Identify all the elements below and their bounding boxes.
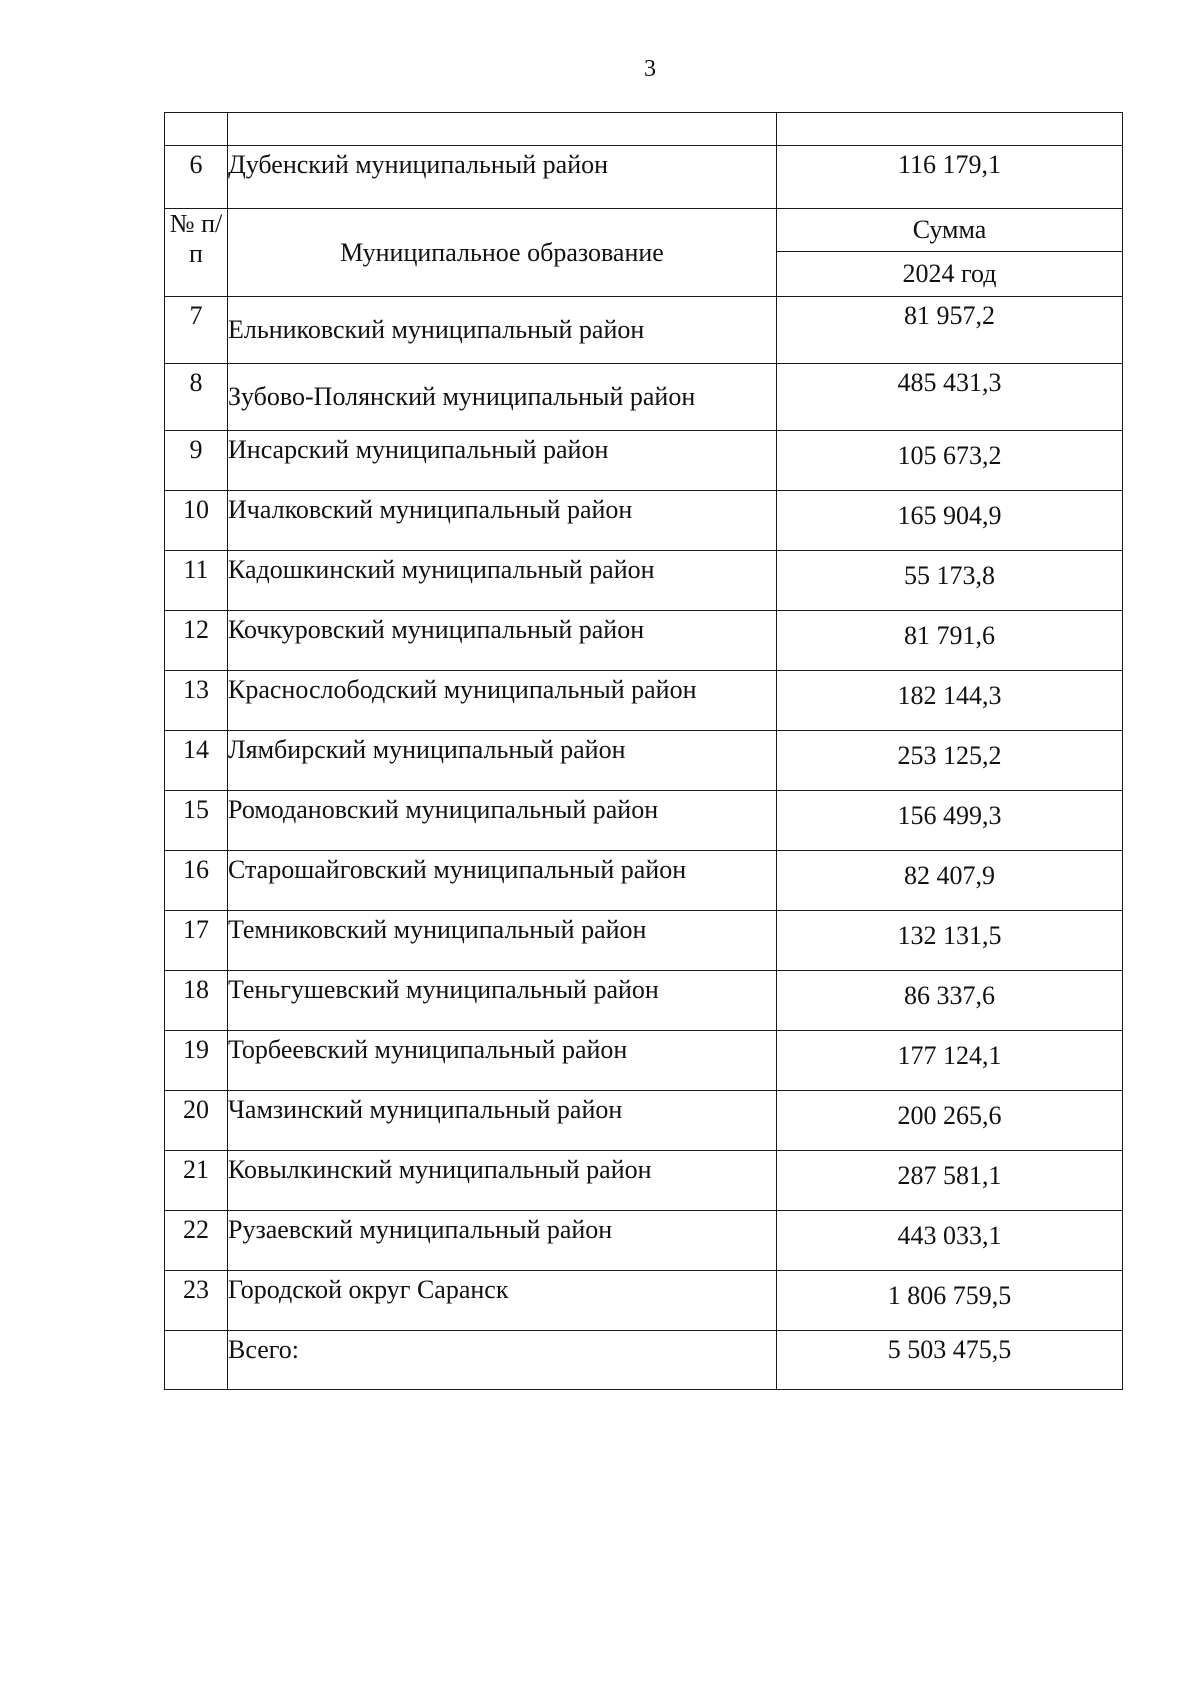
row-sum-text: 132 131,5 [897,921,1002,950]
row-number-text: 15 [183,795,209,824]
row-sum-text: 82 407,9 [904,861,995,890]
row-sum: 116 179,1 [777,146,1123,209]
row-number [165,731,228,791]
row-municipality-text: Кочкуровский муниципальный район [228,615,645,644]
row-municipality [228,1211,777,1271]
row-number-text: 17 [183,915,209,944]
row-sum [777,1031,1123,1091]
row-sum-text: 81 957,2 [904,301,995,330]
row-number [165,431,228,491]
table-total-row [165,1331,1123,1390]
row-sum-text: 86 337,6 [904,981,995,1010]
row-municipality-text: Теньгушевский муниципальный район [228,975,659,1004]
row-municipality [228,1031,777,1091]
table-row [165,551,1123,611]
row-municipality [228,911,777,971]
row-municipality [228,1151,777,1211]
row-municipality-text: Ромодановский муниципальный район [228,795,659,824]
row-sum [777,971,1123,1031]
row-sum [777,851,1123,911]
row-municipality [228,731,777,791]
row-municipality [228,791,777,851]
table-row [165,491,1123,551]
row-number [165,671,228,731]
table-row [165,364,1123,431]
row-sum-text: 200 265,6 [897,1101,1002,1130]
total-label [228,1331,777,1390]
row-municipality [228,971,777,1031]
row-sum [777,611,1123,671]
row-sum [777,1271,1123,1331]
row-sum-text: 55 173,8 [904,561,995,590]
row-number-text: 9 [189,435,203,464]
row-number [165,1091,228,1151]
table-row [165,971,1123,1031]
row-sum-text: 287 581,1 [897,1161,1002,1190]
row-sum [777,1091,1123,1151]
header-municipality: Муниципальное образование [228,209,777,297]
row-municipality-text: Ковылкинский муниципальный район [228,1155,652,1184]
row-number [165,611,228,671]
row-sum-text: 253 125,2 [897,741,1002,770]
total-label-text: Всего: [228,1335,299,1364]
row-municipality-text: Кадошкинский муниципальный район [228,555,655,584]
total-sum [777,1331,1123,1390]
row-number-text: 18 [183,975,209,1004]
row-municipality [228,611,777,671]
row-number-text: 11 [183,555,209,584]
row-number-text: 13 [183,675,209,704]
row-sum [777,551,1123,611]
row-municipality-text: Инсарский муниципальный район [228,435,609,464]
row-number-text: 8 [189,368,203,397]
row-municipality [228,491,777,551]
row-number-text: 10 [183,495,209,524]
row-number [165,1031,228,1091]
table-row [165,431,1123,491]
row-sum [777,911,1123,971]
row-municipality-text: Ельниковский муниципальный район [228,315,645,344]
table-row [165,146,1123,209]
row-sum-text: 105 673,2 [897,441,1002,470]
row-municipality-text: Рузаевский муниципальный район [228,1215,613,1244]
row-number [165,297,228,364]
row-municipality-text: Торбеевский муниципальный район [228,1035,628,1064]
row-municipality: Дубенский муниципальный район [228,146,777,209]
row-number [165,551,228,611]
row-number [165,1211,228,1271]
row-sum [777,297,1123,364]
row-number [165,791,228,851]
allocation-table [164,112,1123,1390]
header-sum: Сумма [777,209,1123,252]
table-top-empty-row [165,113,1123,146]
row-number [165,364,228,431]
row-sum-text: 443 033,1 [897,1221,1002,1250]
table-row [165,1211,1123,1271]
row-sum [777,364,1123,431]
header-number: № п/п [165,209,228,297]
row-sum-text: 165 904,9 [897,501,1002,530]
row-sum [777,1211,1123,1271]
row-municipality [228,431,777,491]
row-municipality [228,1091,777,1151]
row-municipality [228,551,777,611]
table-row [165,671,1123,731]
total-sum-text: 5 503 475,5 [887,1335,1012,1364]
row-municipality-text: Темниковский муниципальный район [228,915,647,944]
row-number [165,1271,228,1331]
row-number-text: 20 [183,1095,209,1124]
row-number [165,1151,228,1211]
row-number-text: 23 [183,1275,209,1304]
row-number [165,491,228,551]
row-municipality-text: Городской округ Саранск [228,1275,509,1304]
table-header-row [165,209,1123,252]
row-number-text: 21 [183,1155,209,1184]
row-sum [777,791,1123,851]
row-municipality [228,671,777,731]
table-row [165,297,1123,364]
row-number [165,971,228,1031]
row-sum [777,431,1123,491]
table-row [165,731,1123,791]
row-sum-text: 1 806 759,5 [887,1281,1012,1310]
table-row [165,1031,1123,1091]
page-number: 3 [644,56,656,82]
row-municipality-text: Зубово-Полянский муниципальный район [228,382,696,411]
total-empty-cell [165,1331,228,1390]
table-row [165,911,1123,971]
row-municipality-text: Чамзинский муниципальный район [228,1095,623,1124]
row-number-text: 19 [183,1035,209,1064]
row-sum-text: 156 499,3 [897,801,1002,830]
row-sum [777,731,1123,791]
row-sum [777,491,1123,551]
row-municipality-text: Старошайговский муниципальный район [228,855,687,884]
row-sum [777,671,1123,731]
row-sum-text: 81 791,6 [904,621,995,650]
row-number-text: 14 [183,735,209,764]
table-row [165,1151,1123,1211]
row-sum [777,1151,1123,1211]
row-number-text: 7 [189,301,203,330]
row-number [165,851,228,911]
table-row [165,611,1123,671]
row-municipality-text: Ичалковский муниципальный район [228,495,633,524]
row-municipality [228,1271,777,1331]
header-year: 2024 год [777,252,1123,297]
table-row [165,1271,1123,1331]
row-number: 6 [165,146,228,209]
row-municipality [228,297,777,364]
row-sum-text: 182 144,3 [897,681,1002,710]
row-municipality-text: Краснослободский муниципальный район [228,675,697,704]
row-sum-text: 485 431,3 [897,368,1002,397]
row-sum-text: 177 124,1 [897,1041,1002,1070]
table-row [165,851,1123,911]
row-municipality [228,364,777,431]
row-number [165,911,228,971]
row-municipality-text: Лямбирский муниципальный район [228,735,626,764]
table-row [165,791,1123,851]
row-municipality [228,851,777,911]
row-number-text: 22 [183,1215,209,1244]
row-number-text: 12 [183,615,209,644]
row-number-text: 16 [183,855,209,884]
table-row [165,1091,1123,1151]
